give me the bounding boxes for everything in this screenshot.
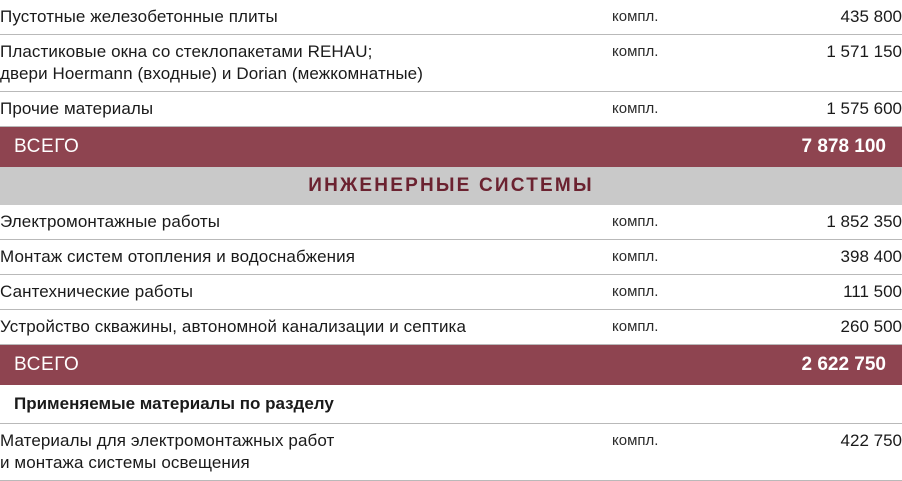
- row-price-cell: 2 622 750: [722, 345, 902, 386]
- row-price-cell: 398 400: [722, 240, 902, 275]
- row-name-cell: [0, 424, 612, 481]
- table-row: [0, 0, 902, 35]
- row-name-line: Сантехнические работы: [0, 282, 194, 301]
- row-price-cell: 111 500: [722, 275, 902, 310]
- table-row: [0, 92, 902, 127]
- row-unit-cell: компл.: [612, 424, 722, 481]
- row-name-line: Пустотные железобетонные плиты: [0, 7, 278, 26]
- row-price-cell: 1 852 350: [722, 205, 902, 240]
- total-row: [0, 127, 902, 168]
- row-name-line: Прочие материалы: [0, 99, 154, 118]
- table-row: [0, 205, 902, 240]
- section-header-label: ИНЖЕНЕРНЫЕ СИСТЕМЫ: [0, 167, 902, 205]
- row-name-cell: [0, 310, 612, 345]
- total-row: [0, 345, 902, 386]
- row-name-line: Пластиковые окна со стеклопакетами REHAU;: [0, 42, 373, 61]
- row-name-line: Монтаж систем отопления и водоснабжения: [0, 247, 356, 266]
- row-price-cell: 1 571 150: [722, 35, 902, 92]
- row-unit-cell: компл.: [612, 205, 722, 240]
- row-unit-cell: компл.: [612, 35, 722, 92]
- row-unit-cell: компл.: [612, 92, 722, 127]
- row-unit-cell: компл.: [612, 310, 722, 345]
- row-price-cell: 1 575 600: [722, 92, 902, 127]
- row-name-cell: [0, 345, 612, 386]
- row-name-line: Электромонтажные работы: [0, 212, 221, 231]
- table-row: [0, 310, 902, 345]
- row-name-line: ВСЕГО: [14, 136, 80, 157]
- row-name-line: ВСЕГО: [14, 354, 80, 375]
- row-name-cell: [0, 127, 612, 168]
- row-name-cell: [0, 92, 612, 127]
- table-row: [0, 275, 902, 310]
- table-row: [0, 35, 902, 92]
- table-row: [0, 424, 902, 481]
- subsection-header-row: [0, 385, 902, 424]
- table-row: [0, 240, 902, 275]
- row-unit-cell: [612, 127, 722, 168]
- row-name-line: и монтажа системы освещения: [0, 453, 250, 472]
- row-unit-cell: компл.: [612, 0, 722, 35]
- row-price-cell: 422 750: [722, 424, 902, 481]
- row-unit-cell: компл.: [612, 275, 722, 310]
- row-name-cell: [0, 0, 612, 35]
- row-name-cell: [0, 275, 612, 310]
- row-price-cell: 7 878 100: [722, 127, 902, 168]
- row-name-cell: [0, 205, 612, 240]
- section-header-row: [0, 167, 902, 205]
- row-unit-cell: компл.: [612, 240, 722, 275]
- row-name-cell: [0, 240, 612, 275]
- row-price-cell: 260 500: [722, 310, 902, 345]
- row-name-line: Материалы для электромонтажных работ: [0, 431, 335, 450]
- subsection-header-label: Применяемые материалы по разделу: [0, 385, 902, 424]
- row-price-cell: 435 800: [722, 0, 902, 35]
- row-name-line: Устройство скважины, автономной канализации и септика: [0, 317, 467, 336]
- row-name-cell: [0, 35, 612, 92]
- row-name-line: двери Hoermann (входные) и Dorian (межкомнатные): [0, 64, 423, 83]
- row-unit-cell: [612, 345, 722, 386]
